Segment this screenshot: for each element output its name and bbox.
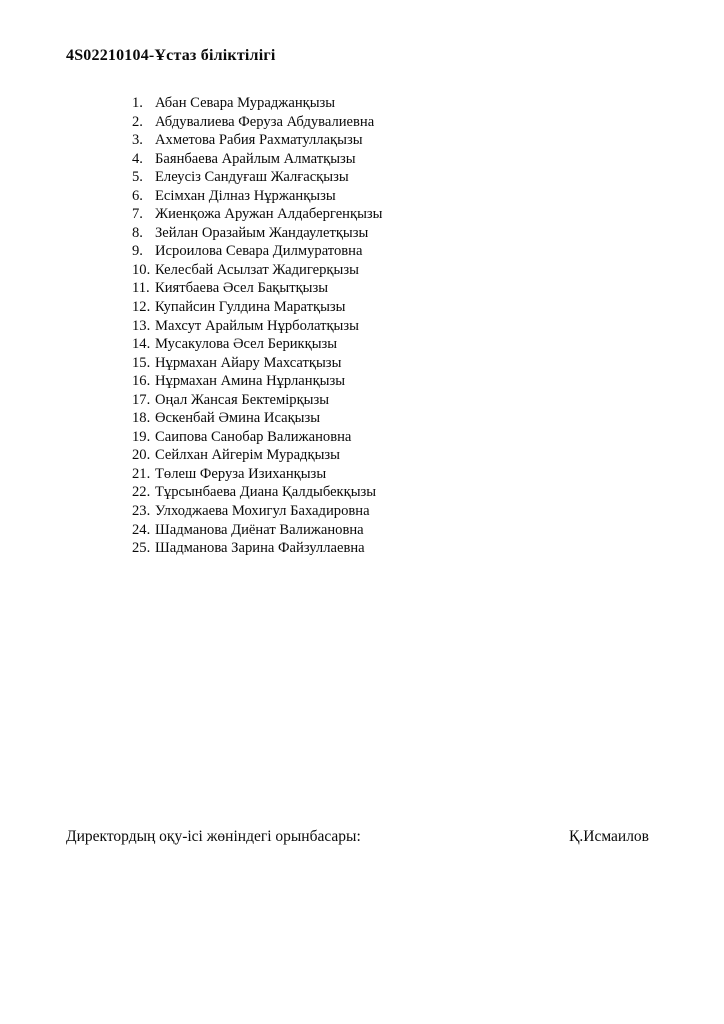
list-item xyxy=(132,94,382,113)
list-item xyxy=(132,279,382,298)
list-item xyxy=(132,298,382,317)
list-item-number: 11. xyxy=(132,280,150,297)
list-item xyxy=(132,465,382,484)
list-item xyxy=(132,539,382,558)
list-item-number: 21. xyxy=(132,465,151,482)
list-item-name: Шадманова Диёнат Валижановна xyxy=(155,521,364,538)
list-item xyxy=(132,150,382,169)
list-item-number: 25. xyxy=(132,540,151,557)
list-item xyxy=(132,335,382,354)
list-item xyxy=(132,205,382,224)
list-item xyxy=(132,391,382,410)
list-item-number: 13. xyxy=(132,317,151,334)
list-item-name: Есімхан Ділназ Нұржанқызы xyxy=(155,187,336,204)
list-item-number: 7. xyxy=(132,206,143,223)
list-item-name: Нұрмахан Айару Махсатқызы xyxy=(155,354,342,371)
list-item-number: 5. xyxy=(132,169,143,186)
list-item-name: Киятбаева Әсел Бақытқызы xyxy=(155,280,329,297)
list-item-name: Елеусіз Сандуғаш Жалғасқызы xyxy=(155,169,349,186)
list-item-number: 17. xyxy=(132,391,151,408)
list-item-number: 18. xyxy=(132,410,151,427)
list-item-name: Абдувалиева Феруза Абдувалиевна xyxy=(155,113,375,130)
list-item xyxy=(132,187,382,206)
list-item xyxy=(132,261,382,280)
footer-signature-name: Қ.Исмаилов xyxy=(569,828,649,845)
list-item xyxy=(132,409,382,428)
list-item-name: Махсут Арайлым Нұрболатқызы xyxy=(155,317,359,334)
list-item-name: Келесбай Асылзат Жадигерқызы xyxy=(155,261,359,278)
page-title: 4S02210104-Ұстаз біліктілігі xyxy=(66,47,276,64)
list-item-name: Баянбаева Арайлым Алматқызы xyxy=(155,150,356,167)
list-item-name: Мусакулова Әсел Берикқызы xyxy=(155,336,338,353)
list-item-number: 1. xyxy=(132,95,143,111)
list-item-number: 24. xyxy=(132,521,151,538)
list-item xyxy=(132,502,382,521)
list-item xyxy=(132,428,382,447)
list-item-number: 16. xyxy=(132,373,151,390)
list-item-number: 19. xyxy=(132,428,151,445)
footer-role-label: Директордың оқу-ісі жөніндегі орынбасары: xyxy=(66,828,361,845)
list-item-name: Жиенқожа Аружан Алдабергенқызы xyxy=(155,206,383,223)
list-item xyxy=(132,521,382,540)
list-item-number: 8. xyxy=(132,224,143,241)
list-item-number: 22. xyxy=(132,484,151,501)
list-item-number: 15. xyxy=(132,354,151,371)
list-item-number: 20. xyxy=(132,447,151,464)
list-item-number: 12. xyxy=(132,299,151,316)
list-item xyxy=(132,131,382,150)
list-item-name: Оңал Жансая Бектемірқызы xyxy=(155,391,330,408)
list-item-name: Купайсин Гулдина Маратқызы xyxy=(155,299,346,316)
list-item xyxy=(132,354,382,373)
list-item-number: 23. xyxy=(132,503,151,520)
list-item-name: Исроилова Севара Дилмуратовна xyxy=(155,243,363,260)
list-item-name: Өскенбай Әмина Исақызы xyxy=(155,410,321,427)
list-item xyxy=(132,372,382,391)
list-item-name: Саипова Санобар Валижановна xyxy=(155,428,352,445)
footer xyxy=(66,828,649,846)
list-item-name: Тұрсынбаева Диана Қалдыбекқызы xyxy=(155,484,377,501)
list-item-number: 14. xyxy=(132,336,151,353)
list-item xyxy=(132,317,382,336)
list-item-name: Улходжаева Мохигул Бахадировна xyxy=(155,503,370,520)
list-item xyxy=(132,446,382,465)
list-item xyxy=(132,224,382,243)
list-item-number: 6. xyxy=(132,187,143,204)
list-item-name: Абан Севара Мураджанқызы xyxy=(155,95,336,111)
list-item xyxy=(132,113,382,132)
list-item xyxy=(132,242,382,261)
list-item-number: 2. xyxy=(132,113,143,130)
list-item-name: Сейлхан Айгерім Мурадқызы xyxy=(155,447,340,464)
list-item xyxy=(132,168,382,187)
list-item-number: 3. xyxy=(132,132,143,149)
list-item-name: Ахметова Рабия Рахматуллақызы xyxy=(155,132,363,149)
list-item-name: Төлеш Феруза Изиханқызы xyxy=(155,465,327,482)
student-list xyxy=(132,94,382,558)
list-item xyxy=(132,483,382,502)
list-item-name: Зейлан Оразайым Жандаулетқызы xyxy=(155,224,369,241)
list-item-name: Шадманова Зарина Файзуллаевна xyxy=(155,540,365,557)
list-item-number: 10. xyxy=(132,261,151,278)
list-item-number: 9. xyxy=(132,243,143,260)
list-item-name: Нұрмахан Амина Нұрланқызы xyxy=(155,373,346,390)
list-item-number: 4. xyxy=(132,150,143,167)
